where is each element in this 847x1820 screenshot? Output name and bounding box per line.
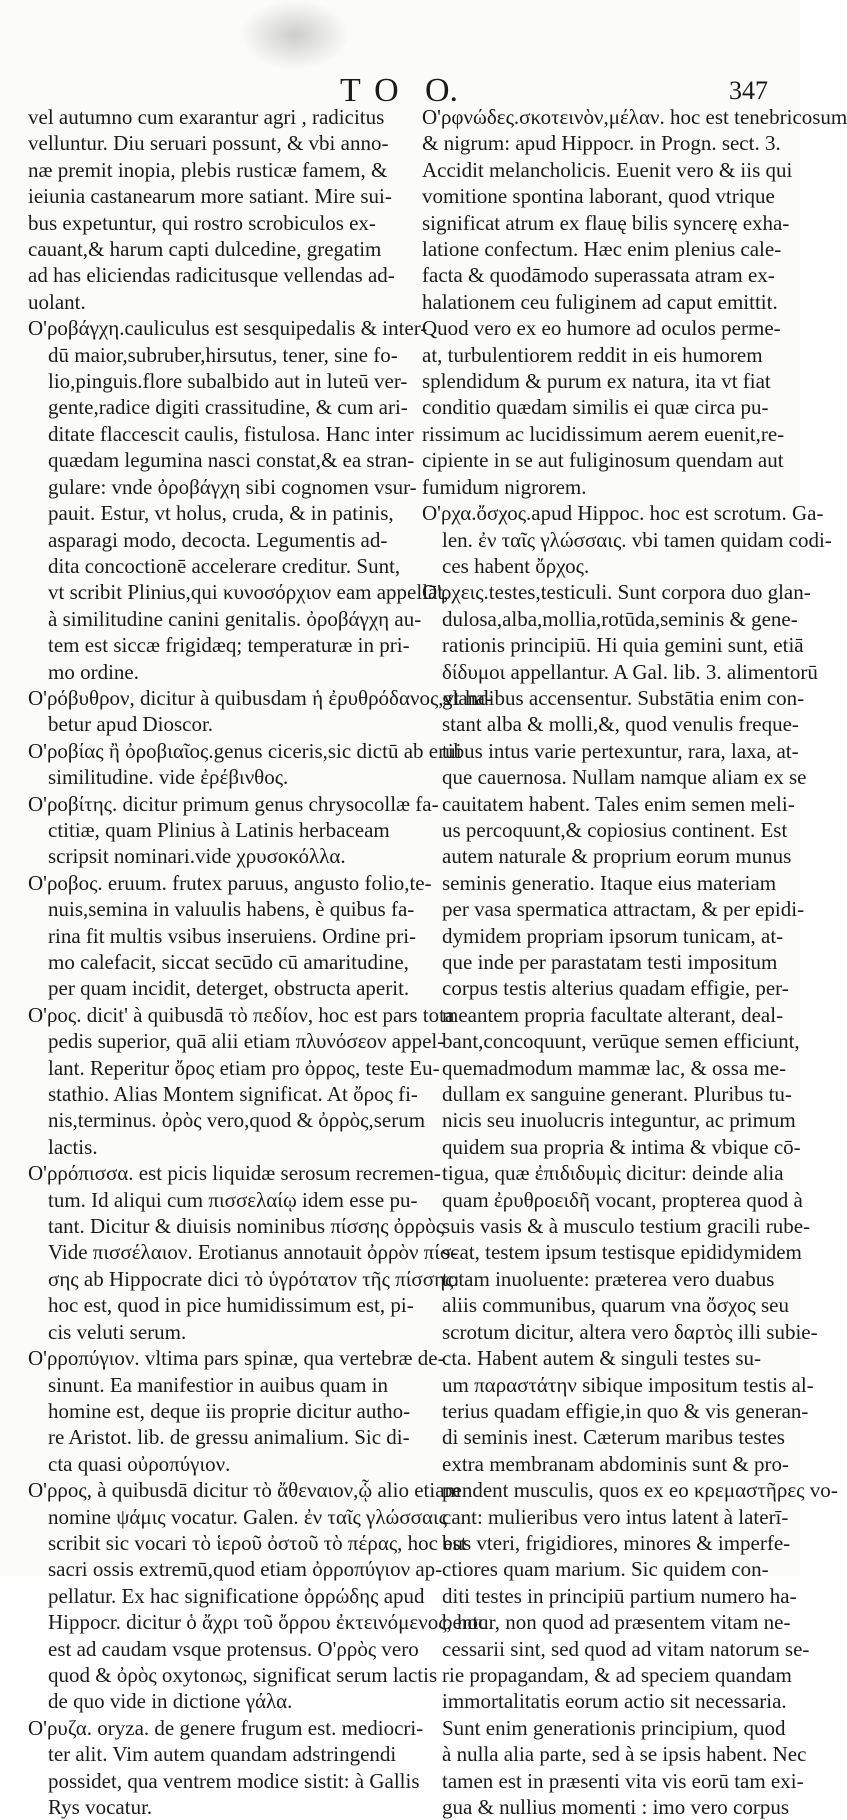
left-column (28, 104, 492, 1820)
entry-line: tem est siccæ frigidæq; temperaturæ in pri- (48, 633, 410, 658)
entry-line: bus expetuntur, qui rostro scrobiculos ex- (28, 210, 376, 235)
entry-line: quidem sua propria & intima & vbique cō- (442, 1134, 801, 1159)
dictionary-entry (422, 500, 832, 579)
entry-line: Ο'ρρόπισσα. est picis liquidæ serosum recremen- (28, 1161, 441, 1186)
entry-line: nis,terminus. ὀρὸς vero,quod & ὀρρὸς,serum (48, 1108, 426, 1133)
entry-line: asparagi modo, decocta. Legumentis ad- (48, 527, 388, 552)
entry-line: at, turbulentiorem reddit in eis humorem (422, 342, 763, 367)
entry-line: homine est, deque iis proprie dicitur autho- (48, 1398, 411, 1423)
entry-line: betur apud Dioscor. (48, 712, 214, 737)
entry-line: terius quadam effigie,in quo & vis generan- (442, 1398, 809, 1423)
entry-line: vomitione spontina laborant, quod vtrique (422, 184, 775, 209)
entry-line: cis veluti serum. (48, 1319, 187, 1344)
entry-line: que inde per parastatam testi impositum (442, 950, 778, 974)
entry-line: tamen est in præsenti vita vis eorū tam exi- (442, 1768, 804, 1793)
entry-line: Rys vocatur. (48, 1795, 153, 1819)
dictionary-entry (28, 1160, 460, 1345)
entry-line: dymidem propriam ipsorum tunicam, at- (442, 923, 784, 948)
entry-line: lio,pinguis.flore subalbido aut in luteū ver- (48, 369, 408, 394)
entry-line: cant: mulieribus vero intus latent à laterī- (442, 1504, 789, 1529)
entry-line: tibus intus varie pertexuntur, rara, laxa, at- (442, 738, 799, 763)
entry-line: rissimum ac lucidissimum aerem euenit,re- (422, 421, 785, 446)
entry-line: extra membranam abdominis sunt & pro- (442, 1451, 790, 1476)
entry-line: Ο'ροβος. eruum. frutex paruus, angusto folio,te- (28, 870, 432, 895)
entry-line: velluntur. Diu seruari possunt, & vbi anno- (28, 131, 389, 156)
dictionary-entry (28, 1002, 455, 1160)
entry-line: us percoquunt,& copiosius continent. Est (442, 817, 788, 842)
entry-line: quod & ὀρὸς oxytonως, significat serum lactis (48, 1662, 438, 1687)
entry-line: bus vteri, frigidiores, minores & imperfe- (442, 1530, 791, 1555)
entry-line: vt scribit Plinius,qui κυνοσόρχιον eam appellāt, (48, 580, 449, 605)
running-head: TO (340, 72, 413, 109)
entry-line: mo ordine. (48, 659, 139, 684)
entry-line: Ο'ρυζα. oryza. de genere frugum est. mediocri- (28, 1715, 424, 1740)
entry-line: δίδυμοι appellantur. A Gal. lib. 3. alimentorū (442, 659, 818, 684)
entry-line: scribit sic vocari τὸ ἱεροῦ ὀστοῦ τὸ πέρας, hoc est (48, 1530, 467, 1555)
entry-line: significat atrum ex flauę bilis syncerę exha- (422, 210, 790, 235)
entry-line: stathio. Alias Montem significat. At ὄρος fi- (48, 1082, 418, 1107)
entry-line: quemadmodum mammæ lac, & ossa me- (442, 1055, 787, 1080)
entry-line: meantem propria facultate alterant, deal- (442, 1002, 784, 1027)
entry-line: halationem ceu fuliginem ad caput emittit. (422, 289, 778, 314)
entry-line: næ premit inopia, plebis rusticæ famem, & (28, 157, 388, 182)
dictionary-entry (28, 791, 439, 870)
entry-line: latione confectum. Hæc enim plenius cale- (422, 237, 782, 262)
entry-line: cipiente in se aut fuliginosum quendam aut (422, 448, 784, 473)
entry-line: fumidum nigrorem. (422, 474, 587, 499)
entry-line: cta. Habent autem & singuli testes su- (442, 1346, 762, 1371)
entry-line: totam inuoluente: præterea vero duabus (442, 1266, 775, 1291)
entry-line: σης ab Hippocrate dici τὸ ὑγρότατον τῆς πίσσης: (48, 1266, 460, 1291)
entry-line: Accidit melancholicis. Euenit vero & iis qui (422, 157, 793, 182)
entry-line: scrotum dicitur, altera vero δαρτὸς illi subie- (442, 1319, 818, 1344)
entry-line: rationis principiū. Hi quia gemini sunt, etiā (442, 633, 804, 658)
entry-line: um παραστάτην sibique impositum testis al- (442, 1372, 814, 1397)
entry-line: Ο'ρος. dicit' à quibusdā τὸ πεδίον, hoc est pars tota (28, 1002, 455, 1027)
entry-line: splendidum & purum ex natura, ita vt fiat (422, 369, 771, 394)
dictionary-entry (28, 738, 462, 791)
entry-line: vel autumno cum exarantur agri , radicitus (28, 105, 385, 129)
dictionary-entry (28, 1477, 488, 1715)
entry-line: quam ἐρυθροειδῆ vocant, propterea quod à (442, 1187, 803, 1212)
entry-line: à similitudine canini genitalis. ὀροβάγχη au- (48, 606, 422, 631)
entry-line: nicis seu inuolucris integuntur, ac primum (442, 1108, 796, 1133)
entry-line: Ο'ρόβυθρον, dicitur à quibusdam ἡ ἐρυθρόδανος,vt ha- (28, 685, 492, 710)
running-head-continuation: O. (425, 72, 459, 109)
entry-line: sinunt. Ea manifestior in auibus quam in (48, 1372, 389, 1397)
entry-line: tigua, quæ ἐπιδιδυμὶς dicitur: deinde alia (442, 1161, 784, 1186)
entry-line: Ο'ροβάγχη.cauliculus est sesquipedalis & inter- (28, 316, 428, 341)
entry-line: Sunt enim generationis principium, quod (442, 1715, 786, 1740)
entry-line: cauant,& harum capti dulcedine, gregatim (28, 237, 382, 262)
entry-line: pauit. Estur, vt holus, cruda, & in patinis, (48, 501, 394, 526)
entry-line: lactis. (48, 1134, 98, 1159)
entry-line: scat, testem ipsum testisque epididymidem (442, 1240, 802, 1265)
entry-line: diti testes in principiū partium numero ha- (442, 1583, 797, 1608)
dictionary-entry (28, 1345, 445, 1477)
entry-line: gua & nullius momenti : imo vero corpus (442, 1795, 790, 1819)
dictionary-entry (28, 870, 432, 1002)
entry-line: Vide πισσέλαιον. Erotianus annotauit ὀρρὸν πίσ- (48, 1240, 459, 1265)
entry-line: ces habent ὄρχος. (442, 553, 590, 578)
entry-line: Ο'ρχεις.testes,testiculi. Sunt corpora duo glan- (422, 580, 811, 605)
entry-line: len. ἐν ταῖς γλώσσαις. vbi tamen quidam codi- (442, 527, 832, 552)
entry-line: dita concoctionē accelerare creditur. Sunt, (48, 553, 401, 578)
entry-line: ctiores quam marium. Sic quidem con- (442, 1557, 769, 1582)
entry-line: sacri ossis extremū,quod etiam ὀρροπύγιον ap- (48, 1557, 443, 1582)
entry-line: mo calefacit, siccat secūdo cū amaritudine, (48, 950, 409, 974)
entry-line: est ad caudam vsque protensus. Ο'ρρὸς vero (48, 1636, 419, 1661)
entry-line: lant. Reperitur ὄρος etiam pro ὀρρος, teste Eu- (48, 1055, 440, 1080)
entry-line: suis vasis & à musculo testium gracili rube- (442, 1214, 811, 1239)
entry-line: cta quasi οὐροπύγιον. (48, 1451, 231, 1476)
entry-line: scripsit nominari.vide χρυσοκόλλα. (48, 844, 346, 869)
entry-line: que cauernosa. Nullam namque aliam ex se (442, 765, 807, 790)
entry-line: ad has eliciendas radicitusque vellendas ad- (28, 263, 395, 288)
entry-line: ditate flaccescit caulis, fistulosa. Hanc inter (48, 421, 414, 446)
entry-line: cessarii sint, sed quod ad vitam natorum se- (442, 1636, 810, 1661)
entry-line: bentur, non quod ad præsentem vitam ne- (442, 1610, 791, 1635)
entry-line: quædam legumina nasci constat,& ea stran- (48, 448, 415, 473)
entry-line: Ο'ρρος, à quibusdā dicitur τὸ ἄθεναιον,ᾧ alio etiam (28, 1478, 461, 1503)
entry-line: di seminis inest. Cæterum maribus testes (442, 1425, 785, 1450)
entry-line: uolant. (28, 289, 86, 314)
entry-line: nomine ψάμις vocatur. Galen. ἐν ταῖς γλώσσαις (48, 1504, 447, 1529)
dictionary-entry (28, 104, 396, 315)
entry-line: stant alba & molli,&, quod venulis freque- (442, 712, 799, 737)
dictionary-entry (422, 579, 838, 1820)
entry-line: autem naturale & proprium eorum munus (442, 844, 792, 869)
dictionary-entry (422, 104, 847, 500)
entry-line: per quam incidit, deterget, obstructa aperit. (48, 976, 410, 1001)
dictionary-entry (28, 685, 492, 738)
entry-line: à nulla alia parte, sed à se ipsis habent. Nec (442, 1742, 807, 1767)
entry-line: per vasa spermatica attractam, & per epidi- (442, 897, 805, 922)
dictionary-entry (28, 315, 449, 685)
entry-line: similitudine. vide ἐρέβινθος. (48, 765, 289, 790)
entry-line: & nigrum: apud Hippocr. in Progn. sect. 3. (422, 131, 781, 156)
entry-line: hoc est, quod in pice humidissimum est, pi- (48, 1293, 414, 1318)
entry-line: ter alit. Vim autem quandam adstringendi (48, 1742, 397, 1767)
entry-line: facta & quodāmodo superassata atram ex- (422, 263, 775, 288)
entry-line: ieiunia castanearum more satiant. Mire sui- (28, 184, 392, 209)
entry-line: possidet, qua ventrem modice sistit: à Gallis (48, 1768, 420, 1793)
entry-line: Ο'ρροπύγιον. vltima pars spinæ, qua vertebræ de- (28, 1346, 445, 1371)
entry-line: seminis generatio. Itaque eius materiam (442, 870, 777, 895)
entry-line: ctitiæ, quam Plinius à Latinis herbaceam (48, 817, 390, 842)
entry-line: pellatur. Ex hac significatione ὀρρώδης apud (48, 1583, 425, 1608)
entry-line: corpus testis alterius quadam effigie, per- (442, 976, 789, 1001)
entry-line: tant. Dicitur & diuisis nominibus πίσσης ὀρρὸς (48, 1214, 445, 1239)
entry-line: Ο'ροβίας ἢ ὀροβιαῖος.genus ciceris,sic dictū ab erui (28, 738, 462, 763)
entry-line: cauitatem habent. Tales enim semen meli- (442, 791, 795, 816)
entry-line: pedis superior, quā alii etiam πλυνόσεον appel- (48, 1029, 445, 1054)
entry-line: immortalitatis eorum actio sit necessaria. (442, 1689, 787, 1714)
entry-line: gente,radice digiti crassitudine, & cum ari- (48, 395, 408, 420)
entry-line: bant,concoquunt, verūque semen efficiunt, (442, 1029, 800, 1054)
entry-line: conditio quædam similis ei quæ circa pu- (422, 395, 769, 420)
page-number: 347 (729, 76, 768, 105)
entry-line: Quod vero ex eo humore ad oculos perme- (422, 316, 781, 341)
entry-line: tum. Id aliqui cum πισσελαίῳ idem esse pu- (48, 1187, 418, 1212)
entry-line: glandibus accensentur. Substātia enim con- (442, 685, 805, 710)
entry-line: dū maior,subruber,hirsutus, tener, sine fo- (48, 342, 398, 367)
entry-line: Hippocr. dicitur ὁ ἄχρι τοῦ ὄρρου ἐκτεινόμενος, hoc (48, 1610, 488, 1635)
entry-line: de quo vide in dictione γάλα. (48, 1689, 293, 1714)
entry-line: Ο'ρφνώδες.σκοτεινὸν,μέλαν. hoc est tenebricosum (422, 105, 847, 129)
entry-line: rina fit multis vsibus inseruiens. Ordine pri- (48, 923, 417, 948)
right-column (422, 104, 847, 1820)
entry-line: aliis communibus, quarum vna ὄσχος seu (442, 1293, 789, 1318)
page-stain (240, 0, 350, 70)
entry-line: dullam ex sanguine generant. Pluribus tu- (442, 1082, 792, 1107)
entry-line: gulare: vnde ὀροβάγχη sibi cognomen vsur- (48, 474, 417, 499)
entry-line: re Aristot. lib. de gressu animalium. Sic di- (48, 1425, 410, 1450)
entry-line: rie propagandam, & ad speciem quandam (442, 1662, 792, 1687)
entry-line: Ο'ρχα.ὄσχος.apud Hippoc. hoc est scrotum. Ga- (422, 501, 824, 526)
dictionary-entry (28, 1715, 424, 1820)
entry-line: nuis,semina in valuulis habens, è quibus fa- (48, 897, 415, 922)
entry-line: pendent musculis, quos ex eo κρεμαστῆρες vo- (442, 1478, 838, 1503)
entry-line: Ο'ροβίτης. dicitur primum genus chrysocollæ fa- (28, 791, 439, 816)
entry-line: dulosa,alba,mollia,rotūda,seminis & gene- (442, 606, 798, 631)
